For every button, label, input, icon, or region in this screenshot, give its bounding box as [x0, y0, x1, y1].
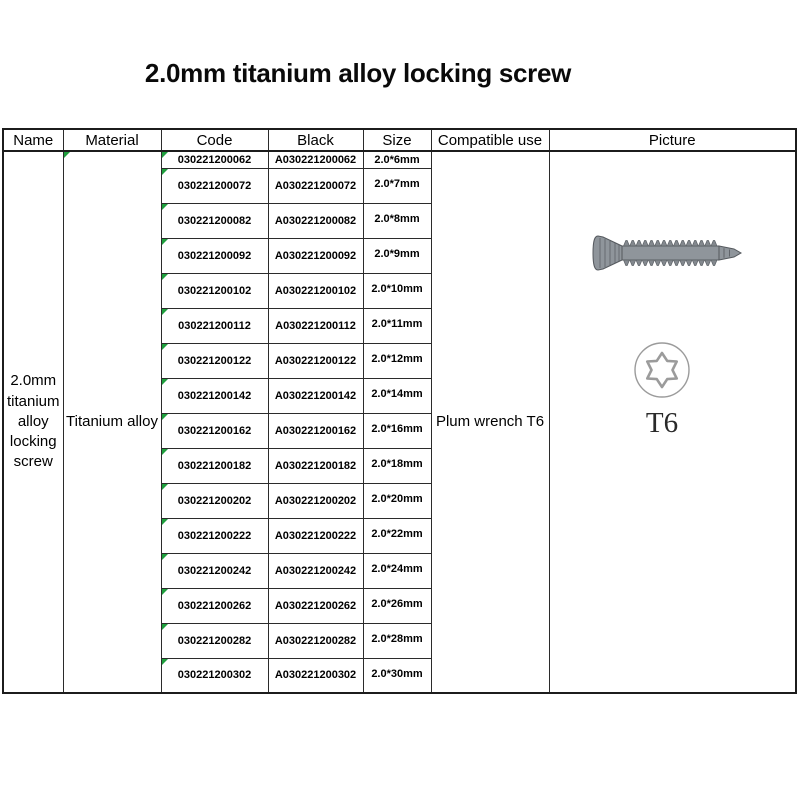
code-value: 030221200202: [177, 494, 252, 507]
code-value: 030221200282: [177, 634, 252, 647]
size-cell: [363, 588, 431, 623]
column-header-material: Material: [63, 129, 161, 151]
screw-icon: [588, 232, 748, 274]
size-cell: [363, 203, 431, 238]
black-cell: [268, 238, 363, 273]
black-value: A030221200092: [274, 249, 357, 262]
screw-tip: [719, 246, 741, 260]
size-value: 2.0*24mm: [371, 563, 423, 575]
size-value: 2.0*28mm: [371, 633, 423, 645]
excel-flag-icon: [162, 169, 168, 175]
excel-flag-icon: [162, 589, 168, 595]
black-value: A030221200242: [274, 564, 357, 577]
code-cell: [161, 658, 268, 693]
size-value: 2.0*7mm: [374, 178, 420, 190]
excel-flag-icon: [162, 519, 168, 525]
code-value: 030221200072: [177, 179, 252, 192]
black-value: A030221200182: [274, 459, 357, 472]
spec-table-header: [3, 129, 796, 151]
size-cell: [363, 238, 431, 273]
excel-flag-icon: [162, 379, 168, 385]
column-header-picture: Picture: [549, 129, 796, 151]
code-value: 030221200142: [177, 389, 252, 402]
compatible-use-cell: [431, 151, 549, 693]
size-cell: [363, 168, 431, 203]
black-cell: [268, 623, 363, 658]
black-cell: [268, 273, 363, 308]
code-value: 030221200082: [177, 214, 252, 227]
excel-flag-icon: [162, 624, 168, 630]
torx-drive-diagram: [592, 330, 732, 460]
black-value: A030221200102: [274, 284, 357, 297]
black-value: A030221200202: [274, 494, 357, 507]
size-cell: [363, 343, 431, 378]
black-value: A030221200072: [274, 179, 357, 192]
excel-flag-icon: [162, 449, 168, 455]
product-material: Titanium alloy: [66, 412, 158, 430]
compatible-use: Plum wrench T6: [435, 412, 545, 430]
code-cell: [161, 238, 268, 273]
black-cell: [268, 553, 363, 588]
size-value: 2.0*20mm: [371, 493, 423, 505]
black-value: A030221200282: [274, 634, 357, 647]
code-value: 030221200222: [177, 529, 252, 542]
size-value: 2.0*12mm: [371, 353, 423, 365]
size-value: 2.0*9mm: [374, 248, 420, 260]
size-value: 2.0*16mm: [371, 423, 423, 435]
size-cell: [363, 151, 431, 168]
torx-socket-outline: [647, 353, 676, 387]
black-value: A030221200142: [274, 389, 357, 402]
spec-table-body: [3, 151, 796, 693]
black-value: A030221200222: [274, 529, 357, 542]
size-cell: [363, 483, 431, 518]
code-cell: [161, 151, 268, 168]
black-cell: [268, 518, 363, 553]
code-value: 030221200182: [177, 459, 252, 472]
black-cell: [268, 203, 363, 238]
product-material-cell: [63, 151, 161, 693]
product-name: 2.0mm titanium alloy locking screw: [6, 372, 60, 471]
code-cell: [161, 623, 268, 658]
excel-flag-icon: [162, 484, 168, 490]
excel-flag-icon: [64, 152, 70, 158]
screw-head: [593, 236, 622, 270]
column-header-compatible-use: Compatible use: [431, 129, 549, 151]
size-cell: [363, 658, 431, 693]
black-value: A030221200302: [274, 669, 357, 682]
black-value: A030221200122: [274, 354, 357, 367]
code-value: 030221200102: [177, 284, 252, 297]
excel-flag-icon: [162, 659, 168, 665]
code-cell: [161, 168, 268, 203]
excel-flag-icon: [162, 274, 168, 280]
code-value: 030221200262: [177, 599, 252, 612]
code-cell: [161, 518, 268, 553]
excel-flag-icon: [162, 414, 168, 420]
size-value: 2.0*6mm: [374, 153, 420, 166]
picture-cell: [549, 151, 796, 693]
code-value: 030221200112: [178, 319, 251, 332]
code-value: 030221200062: [177, 153, 252, 166]
size-cell: [363, 623, 431, 658]
column-header-black: Black: [268, 129, 363, 151]
size-value: 2.0*30mm: [371, 667, 423, 680]
black-cell: [268, 588, 363, 623]
size-cell: [363, 273, 431, 308]
code-cell: [161, 273, 268, 308]
black-cell: [268, 413, 363, 448]
size-cell: [363, 413, 431, 448]
torx-size-label: T6: [645, 407, 678, 439]
table-row: [3, 151, 796, 168]
black-cell: [268, 151, 363, 168]
column-header-name: Name: [3, 129, 63, 151]
code-cell: [161, 378, 268, 413]
black-value: A030221200262: [274, 599, 357, 612]
excel-flag-icon: [162, 554, 168, 560]
black-value: A030221200062: [274, 153, 357, 166]
excel-flag-icon: [162, 309, 168, 315]
screw-shaft: [622, 246, 719, 260]
product-name-cell: [3, 151, 63, 693]
black-cell: [268, 168, 363, 203]
size-value: 2.0*14mm: [371, 388, 423, 400]
code-cell: [161, 343, 268, 378]
picture-wrap: [550, 152, 796, 692]
page-title: 2.0mm titanium alloy locking screw: [144, 58, 572, 88]
excel-flag-icon: [162, 152, 168, 158]
size-value: 2.0*8mm: [374, 213, 420, 225]
black-cell: [268, 308, 363, 343]
size-cell: [363, 518, 431, 553]
column-header-code: Code: [161, 129, 268, 151]
code-cell: [161, 448, 268, 483]
code-value: 030221200302: [177, 669, 252, 682]
code-value: 030221200092: [177, 249, 252, 262]
size-cell: [363, 308, 431, 343]
code-cell: [161, 483, 268, 518]
code-cell: [161, 203, 268, 238]
code-cell: [161, 308, 268, 343]
code-cell: [161, 588, 268, 623]
black-cell: [268, 378, 363, 413]
code-value: 030221200162: [177, 424, 252, 437]
code-cell: [161, 413, 268, 448]
code-value: 030221200122: [177, 354, 252, 367]
excel-flag-icon: [162, 344, 168, 350]
black-cell: [268, 343, 363, 378]
excel-flag-icon: [162, 204, 168, 210]
column-header-size: Size: [363, 129, 431, 151]
code-value: 030221200242: [177, 564, 252, 577]
size-value: 2.0*10mm: [371, 283, 423, 295]
black-value: A030221200112: [275, 319, 356, 332]
size-value: 2.0*18mm: [371, 458, 423, 470]
black-cell: [268, 483, 363, 518]
size-cell: [363, 448, 431, 483]
size-cell: [363, 378, 431, 413]
black-value: A030221200162: [274, 424, 357, 437]
code-cell: [161, 553, 268, 588]
black-value: A030221200082: [274, 214, 357, 227]
size-value: 2.0*22mm: [371, 528, 423, 540]
screw-head-outline: [635, 343, 689, 397]
size-cell: [363, 553, 431, 588]
spec-table: [2, 128, 797, 694]
black-cell: [268, 448, 363, 483]
excel-flag-icon: [162, 239, 168, 245]
size-value: 2.0*11mm: [371, 318, 423, 330]
black-cell: [268, 658, 363, 693]
size-value: 2.0*26mm: [371, 598, 423, 610]
